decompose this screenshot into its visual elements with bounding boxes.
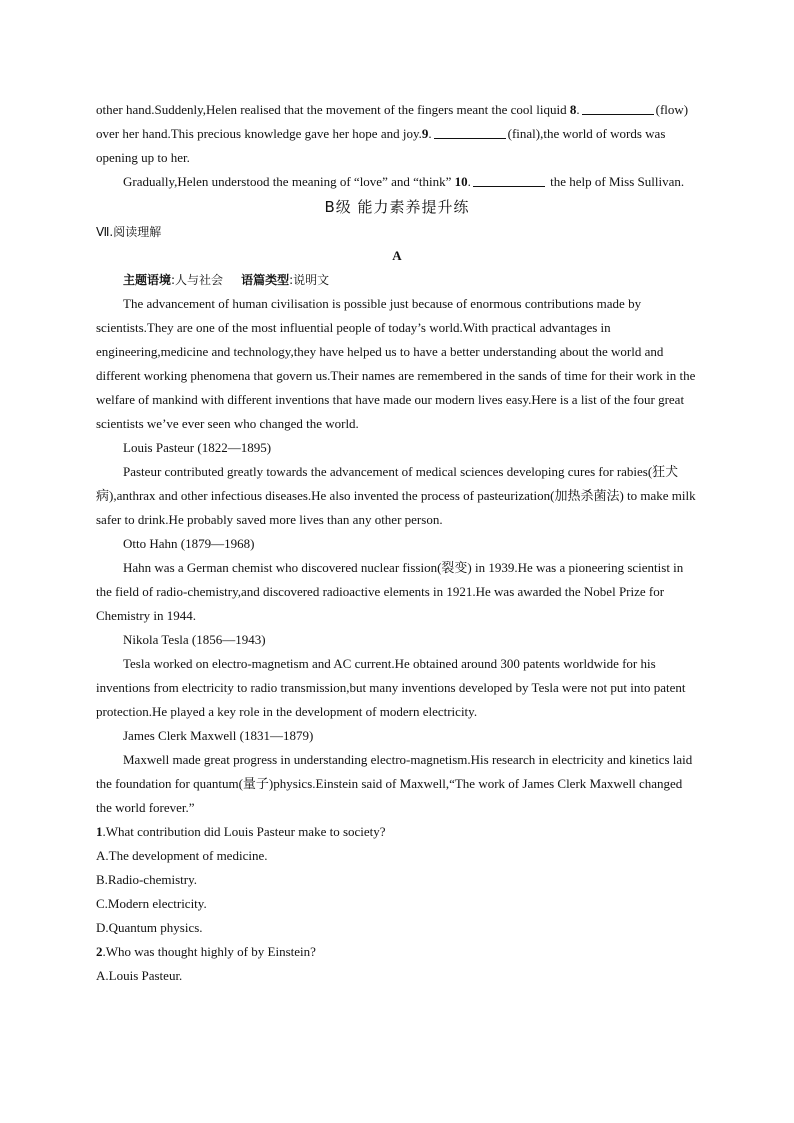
genre-label: 语篇类型 xyxy=(241,273,290,287)
scientist-text: Tesla worked on electro-magnetism and AC current.He obtained around 300 patents worldwide for his inventions from electricity to radio transmission,but many inventions developed by Tesla were not put into patent protection.He played a key role in the development of modern electricity. xyxy=(96,656,686,719)
scientist-heading: Otto Hahn (1879—1968) xyxy=(123,536,255,551)
question-text: .Who was thought highly of by Einstein? xyxy=(102,944,316,959)
question-number: 10 xyxy=(454,174,468,189)
answer-option[interactable]: B.Radio-chemistry. xyxy=(96,872,197,887)
answer-option[interactable]: D.Quantum physics. xyxy=(96,920,203,935)
scientist-text: Maxwell made great progress in understanding electro-magnetism.His research in electricity and kinetics laid the foundation for quantum(量子)physics.Einstein said of Maxwell,“The work of James Clerk Maxwell changed the world forever.” xyxy=(96,752,693,815)
question-number: 9 xyxy=(421,126,429,141)
cloze-text: (flow) over her hand.This precious knowledge gave her hope and joy. xyxy=(96,102,689,141)
section-title: B级 能力素养提升练 xyxy=(324,198,470,216)
theme-label: 主题语境 xyxy=(123,273,172,287)
question-stem xyxy=(96,820,698,844)
answer-blank-8[interactable] xyxy=(582,101,654,115)
cloze-text: the help of Miss Sullivan. xyxy=(546,174,685,189)
scientist-heading: James Clerk Maxwell (1831—1879) xyxy=(123,728,314,743)
part-heading: Ⅶ.阅读理解 xyxy=(96,225,162,239)
question-number: 2 xyxy=(96,944,103,959)
passage-intro: The advancement of human civilisation is possible just because of enormous contributions made by scientists.They are one of the most influential people of today’s world.With practical advantages in engineering,medicine and technology,they have helped us to have a better understanding about the world and different working phenomena that govern us.Their names are remembered in the sands of time for their work in the welfare of mankind with different inventions that have made our modern lives easy.Here is a list of the four great scientists we’ve ever seen who changed the world. xyxy=(96,296,696,431)
question-text: .What contribution did Louis Pasteur make to society? xyxy=(102,824,386,839)
document-page xyxy=(96,98,698,988)
scientist-text: Pasteur contributed greatly towards the advancement of medical sciences developing cures for rabies(狂犬病),anthrax and other infectious diseases.He also invented the process of pasteurization(加热杀菌法) to make milk safer to drink.He probably saved more lives than any other person. xyxy=(96,464,696,527)
cloze-text: Gradually,Helen understood the meaning of “love” and “think” xyxy=(123,174,455,189)
cloze-text: (final),the world of words was opening up to her. xyxy=(96,126,666,165)
answer-option[interactable]: C.Modern electricity. xyxy=(96,896,207,911)
scientist-text: Hahn was a German chemist who discovered nuclear fission(裂变) in 1939.He was a pioneering scientist in the field of radio-chemistry,and discovered radioactive elements in 1921.He was awarded the Nobel Prize for Chemistry in 1944. xyxy=(96,560,684,623)
scientist-heading: Louis Pasteur (1822—1895) xyxy=(123,440,272,455)
scientist-heading: Nikola Tesla (1856—1943) xyxy=(123,632,266,647)
passage-label: A xyxy=(392,248,402,263)
answer-blank-9[interactable] xyxy=(434,125,506,139)
genre-value: :说明文 xyxy=(289,273,330,287)
question-number: 8 xyxy=(569,102,577,117)
answer-blank-10[interactable] xyxy=(473,173,545,187)
theme-value: :人与社会 xyxy=(171,273,224,287)
passage-meta xyxy=(96,268,698,292)
cloze-paragraph-1: other hand.Suddenly,Helen realised that the movement of the fingers meant the cool liquid 8. (flow) over her hand.This precious knowledge gave her hope and joy.9. (final),the world of words was opening up to her. xyxy=(96,102,689,165)
answer-option[interactable]: A.The development of medicine. xyxy=(96,848,268,863)
answer-option[interactable]: A.Louis Pasteur. xyxy=(96,968,183,983)
question-stem xyxy=(96,940,698,964)
cloze-text: other hand.Suddenly,Helen realised that the movement of the fingers meant the cool liquid xyxy=(96,102,570,117)
question-number: 1 xyxy=(96,824,103,839)
cloze-paragraph-2: Gradually,Helen understood the meaning of “love” and “think” 10. the help of Miss Sullivan. xyxy=(123,174,685,189)
